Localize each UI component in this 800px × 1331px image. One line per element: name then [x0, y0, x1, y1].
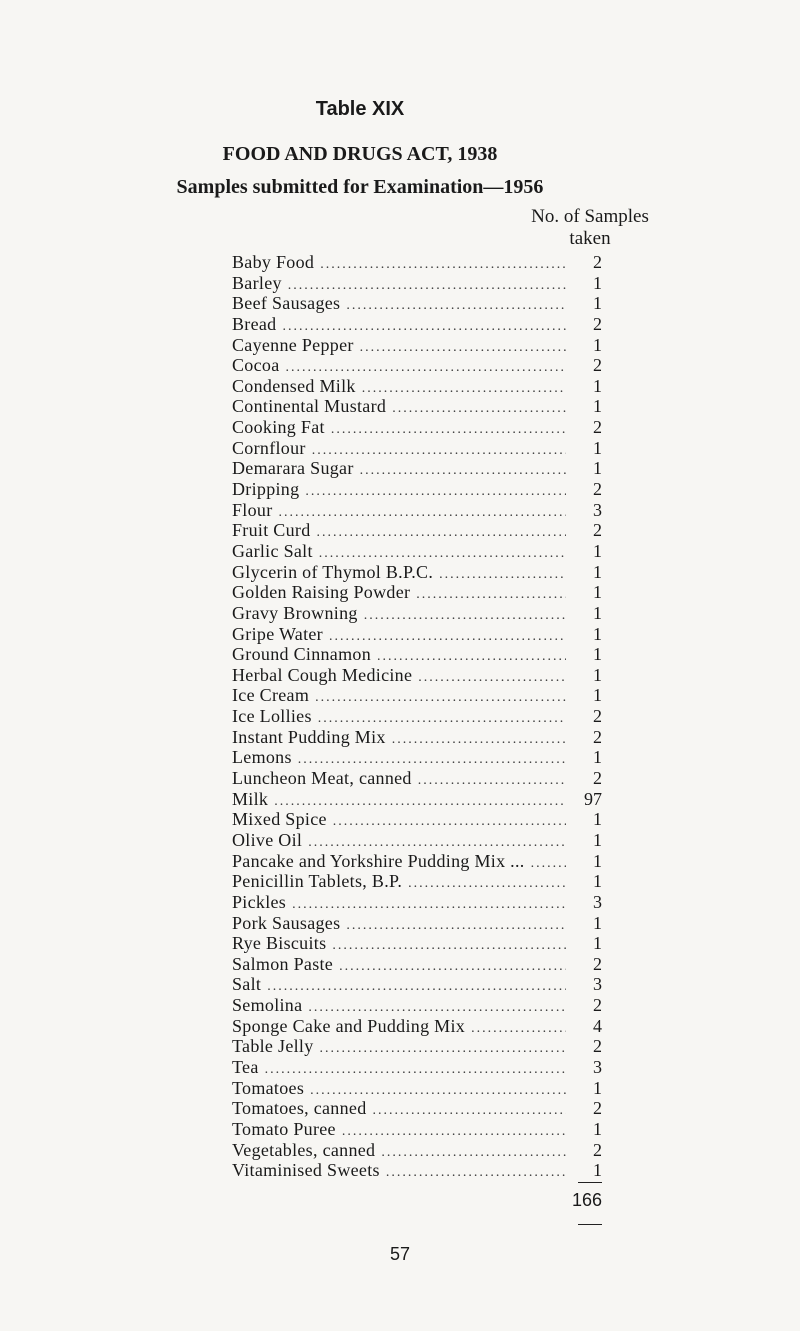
page-subtitle: Samples submitted for Examination—1956: [176, 176, 544, 198]
sample-item-name: Glycerin of Thymol B.P.C.: [232, 561, 434, 582]
list-item: [232, 293, 602, 314]
column-header-line2: taken: [569, 228, 611, 249]
sample-count: 1: [593, 540, 602, 561]
sample-item-name: Garlic Salt: [232, 540, 313, 561]
sample-count: 2: [593, 479, 602, 500]
dot-leader: [315, 688, 566, 709]
sample-count: 1: [593, 293, 602, 314]
list-item: [232, 913, 602, 934]
sample-item-name: Continental Mustard: [232, 396, 387, 417]
list-item: [232, 1119, 602, 1140]
sample-item-name: Fruit Curd: [232, 520, 311, 541]
list-item: [232, 665, 602, 686]
sample-count: 1: [593, 644, 602, 665]
table-label: Table XIX: [315, 98, 405, 120]
sample-item-name: Tomato Puree: [232, 1118, 336, 1139]
sample-count: 2: [593, 995, 602, 1016]
dot-leader: [392, 730, 566, 751]
sample-count: 1: [593, 933, 602, 954]
sample-count: 2: [593, 520, 602, 541]
sample-count: 1: [593, 582, 602, 603]
sample-count: 1: [593, 685, 602, 706]
sample-count: 2: [593, 1036, 602, 1057]
sample-item-name: Milk: [232, 788, 269, 809]
dot-leader: [373, 1101, 567, 1122]
sample-item-name: Cooking Fat: [232, 417, 325, 438]
sample-count: 2: [593, 706, 602, 727]
list-item: [232, 933, 602, 954]
sample-item-name: Tomatoes: [232, 1077, 305, 1098]
sample-count: 1: [593, 1118, 602, 1139]
sample-item-name: Tomatoes, canned: [232, 1098, 367, 1119]
sample-item-name: Rye Biscuits: [232, 933, 327, 954]
list-item: [232, 541, 602, 562]
sample-item-name: Penicillin Tablets, B.P.: [232, 871, 403, 892]
sample-item-name: Condensed Milk: [232, 375, 356, 396]
list-item: [232, 727, 602, 748]
sample-item-name: Pickles: [232, 891, 287, 912]
sample-item-name: Beef Sausages: [232, 293, 341, 314]
list-item: [232, 706, 602, 727]
sample-item-name: Cocoa: [232, 355, 280, 376]
list-item: [232, 789, 602, 810]
list-item: [232, 1016, 602, 1037]
list-item: [232, 644, 602, 665]
dot-leader: [418, 668, 566, 689]
sample-item-name: Table Jelly: [232, 1036, 314, 1057]
sample-count: 1: [593, 809, 602, 830]
list-item: [232, 438, 602, 459]
sample-item-name: Bread: [232, 313, 277, 334]
total-count: 166: [571, 1190, 602, 1210]
list-item: [232, 562, 602, 583]
list-item: [232, 995, 602, 1016]
list-item: [232, 830, 602, 851]
list-item: [232, 582, 602, 603]
sample-count: 2: [593, 252, 602, 272]
sample-item-name: Instant Pudding Mix: [232, 726, 386, 747]
dot-leader: [531, 854, 566, 875]
dot-leader: [320, 1039, 566, 1060]
column-header-line1: No. of Samples: [531, 206, 649, 227]
sample-item-name: Cornflour: [232, 437, 306, 458]
dot-leader: [279, 503, 566, 524]
sample-count: 1: [593, 829, 602, 850]
sample-item-name: Luncheon Meat, canned: [232, 768, 412, 789]
list-item: [232, 458, 602, 479]
act-title: FOOD AND DRUGS ACT, 1938: [222, 143, 498, 165]
sample-count: 3: [593, 974, 602, 995]
sample-count: 1: [593, 375, 602, 396]
list-item: [232, 809, 602, 830]
sample-item-name: Gripe Water: [232, 623, 323, 644]
list-item: [232, 479, 602, 500]
dot-leader: [332, 936, 566, 957]
dot-leader: [317, 523, 566, 544]
sample-count: 1: [593, 912, 602, 933]
sample-count: 2: [593, 355, 602, 376]
sample-count: 1: [593, 850, 602, 871]
sample-count: 1: [593, 458, 602, 479]
dot-leader: [342, 1122, 566, 1143]
list-item: [232, 1140, 602, 1161]
sample-item-name: Dripping: [232, 479, 300, 500]
sample-count: 1: [593, 1160, 602, 1181]
sample-item-name: Pork Sausages: [232, 912, 341, 933]
sample-item-name: Ice Cream: [232, 685, 310, 706]
list-item: [232, 1036, 602, 1057]
sample-count: 2: [593, 1139, 602, 1160]
list-item: [232, 871, 602, 892]
sample-item-name: Flour: [232, 499, 273, 520]
sample-count: 1: [593, 747, 602, 768]
list-item: [232, 685, 602, 706]
list-item: [232, 1160, 602, 1181]
dot-leader: [333, 812, 566, 833]
sample-item-name: Barley: [232, 272, 282, 293]
list-item: [232, 747, 602, 768]
sample-item-name: Cayenne Pepper: [232, 334, 354, 355]
dot-leader: [392, 399, 566, 420]
dot-leader: [346, 916, 566, 937]
list-item: [232, 1078, 602, 1099]
list-item: [232, 273, 602, 294]
sample-count: 4: [593, 1015, 602, 1036]
sample-count: 1: [593, 871, 602, 892]
list-item: [232, 417, 602, 438]
sample-item-name: Golden Raising Powder: [232, 582, 411, 603]
sample-item-name: Ice Lollies: [232, 706, 312, 727]
sample-count: 1: [593, 272, 602, 293]
sample-count: 1: [593, 602, 602, 623]
sample-count: 1: [593, 396, 602, 417]
sample-item-name: Baby Food: [232, 252, 315, 272]
sample-count: 1: [593, 437, 602, 458]
sample-item-name: Tea: [232, 1056, 259, 1077]
sample-count: 3: [593, 499, 602, 520]
sample-item-name: Lemons: [232, 747, 292, 768]
sample-item-name: Pancake and Yorkshire Pudding Mix ...: [232, 850, 525, 871]
sample-item-name: Vitaminised Sweets: [232, 1160, 380, 1181]
dot-leader: [331, 420, 566, 441]
sample-count: 1: [593, 334, 602, 355]
dot-leader: [305, 482, 566, 503]
dot-leader: [267, 977, 566, 998]
dot-leader: [439, 565, 566, 586]
dot-leader: [416, 585, 566, 606]
sample-count: 1: [593, 1077, 602, 1098]
total-rule-top: [578, 1182, 602, 1183]
list-item: [232, 1057, 602, 1078]
sample-item-name: Semolina: [232, 995, 303, 1016]
sample-count: 3: [593, 891, 602, 912]
list-item: [232, 500, 602, 521]
list-item: [232, 314, 602, 335]
dot-leader: [346, 296, 566, 317]
list-item: [232, 396, 602, 417]
sample-count: 1: [593, 664, 602, 685]
list-item: [232, 252, 602, 273]
sample-item-name: Salt: [232, 974, 262, 995]
dot-leader: [320, 255, 566, 276]
column-header: [490, 206, 690, 250]
dot-leader: [362, 379, 566, 400]
dot-leader: [381, 1143, 566, 1164]
sample-count: 2: [593, 313, 602, 334]
dot-leader: [265, 1060, 566, 1081]
list-item: [232, 954, 602, 975]
total-rule-bottom: [578, 1224, 602, 1225]
list-item: [232, 1098, 602, 1119]
dot-leader: [360, 338, 566, 359]
list-item: [232, 335, 602, 356]
sample-item-name: Ground Cinnamon: [232, 644, 371, 665]
sample-count: 1: [593, 623, 602, 644]
list-item: [232, 974, 602, 995]
list-item: [232, 520, 602, 541]
sample-item-name: Gravy Browning: [232, 602, 358, 623]
sample-item-name: Vegetables, canned: [232, 1139, 376, 1160]
samples-list: [232, 252, 602, 1181]
dot-leader: [339, 957, 566, 978]
dot-leader: [386, 1163, 566, 1184]
sample-item-name: Salmon Paste: [232, 953, 334, 974]
sample-count: 1: [593, 561, 602, 582]
sample-count: 2: [593, 768, 602, 789]
list-item: [232, 603, 602, 624]
list-item: [232, 892, 602, 913]
sample-count: 97: [584, 788, 602, 809]
sample-item-name: Demarara Sugar: [232, 458, 354, 479]
dot-leader: [418, 771, 566, 792]
dot-leader: [408, 874, 566, 895]
sample-item-name: Herbal Cough Medicine: [232, 664, 413, 685]
sample-count: 2: [593, 417, 602, 438]
sample-count: 2: [593, 1098, 602, 1119]
sample-count: 2: [593, 726, 602, 747]
dot-leader: [360, 461, 566, 482]
list-item: [232, 851, 602, 872]
list-item: [232, 355, 602, 376]
sample-item-name: Olive Oil: [232, 829, 303, 850]
sample-count: 2: [593, 953, 602, 974]
sample-item-name: Mixed Spice: [232, 809, 327, 830]
dot-leader: [364, 606, 566, 627]
dot-leader: [471, 1019, 566, 1040]
page-number: 57: [389, 1244, 411, 1264]
list-item: [232, 376, 602, 397]
sample-item-name: Sponge Cake and Pudding Mix: [232, 1015, 466, 1036]
list-item: [232, 624, 602, 645]
list-item: [232, 768, 602, 789]
sample-count: 3: [593, 1056, 602, 1077]
